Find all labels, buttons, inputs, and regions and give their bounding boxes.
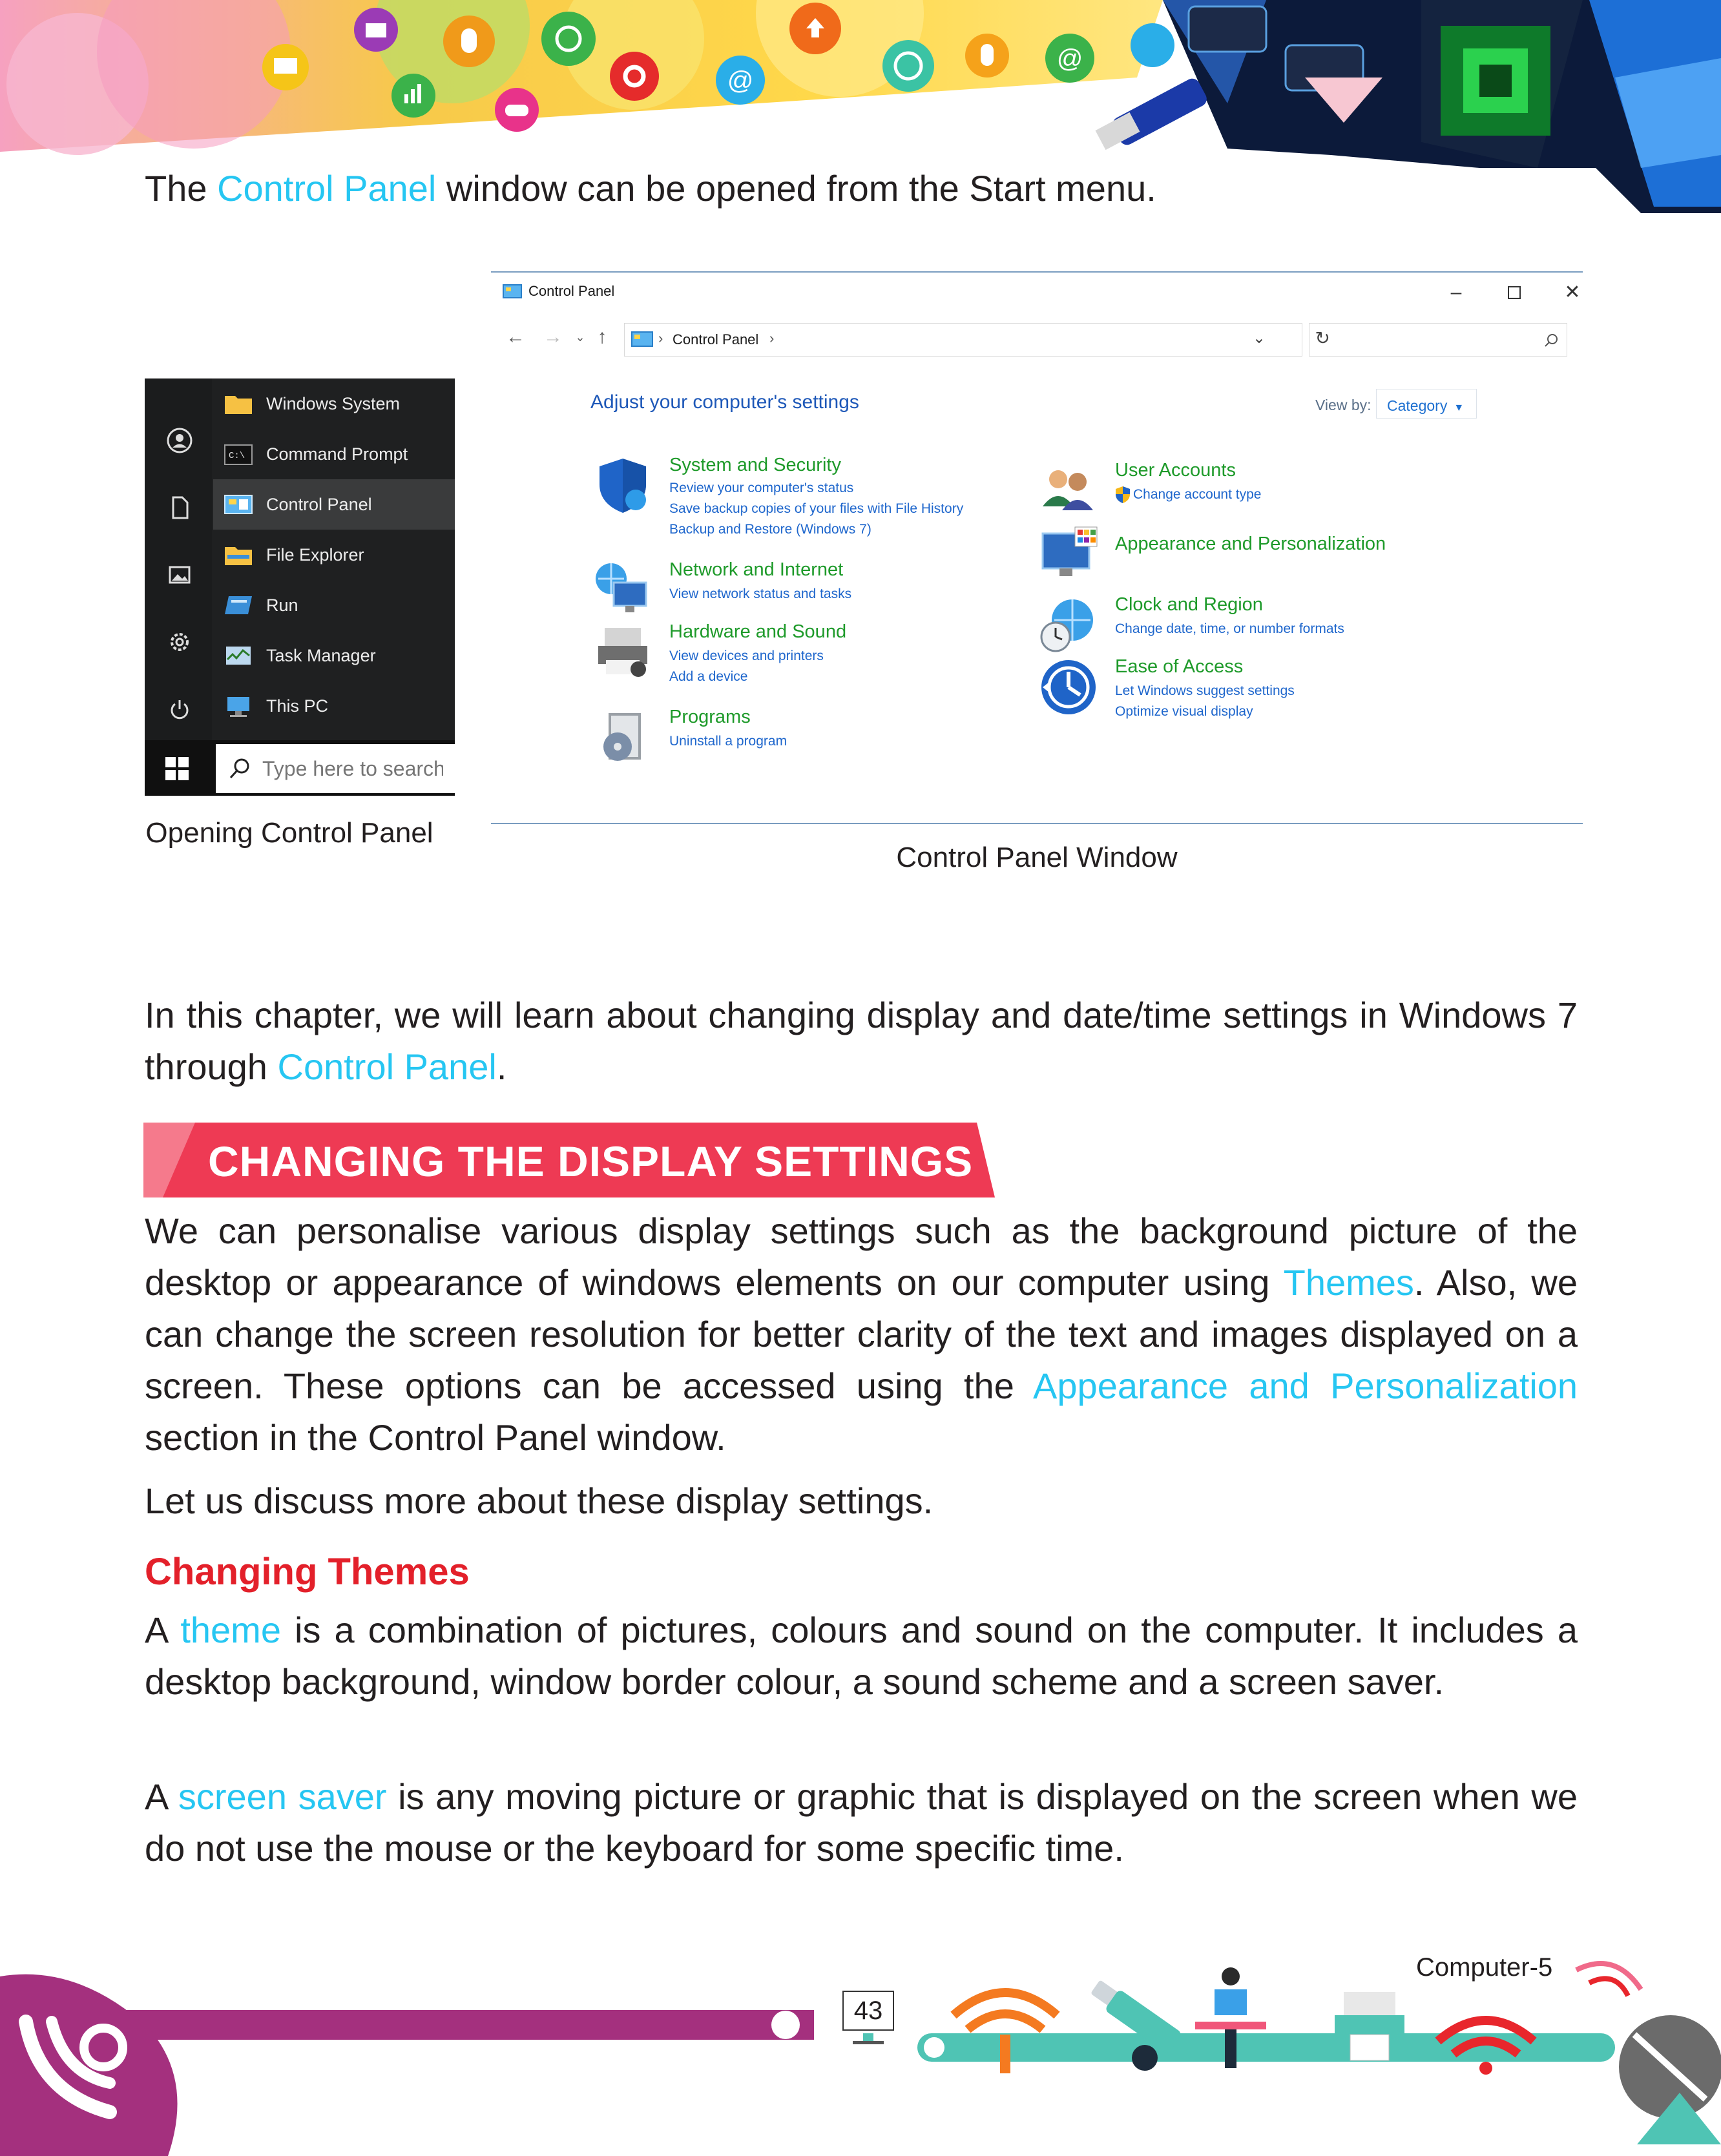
theme-paragraph (145, 1604, 1578, 1708)
intro-highlight: Control Panel (217, 168, 437, 209)
chapter-text-end: . (496, 1046, 507, 1087)
category-title[interactable]: System and Security (669, 455, 841, 475)
menu-label: Task Manager (266, 645, 376, 665)
window-title: Control Panel (528, 283, 615, 299)
forward-arrow-icon[interactable]: → (543, 326, 563, 347)
usb-drive-icon (1096, 76, 1209, 150)
at-sign-icon (716, 56, 765, 105)
refresh-icon[interactable]: ↻ (1315, 328, 1330, 348)
command-prompt-icon (224, 441, 253, 467)
highlight-themes: Themes (1283, 1262, 1414, 1303)
programs-disc-icon (592, 707, 654, 769)
view-by-select[interactable] (1376, 389, 1477, 419)
breadcrumb-chevron-icon[interactable]: › (769, 330, 775, 346)
paragraph-text: A (145, 1776, 178, 1817)
paragraph-text: . Also, we can change the screen resolution for better clarity of the text and images displayed on a screen. These options can be accessed using the (145, 1262, 1578, 1406)
mouse-icon (965, 34, 1009, 78)
start-menu-caption: Opening Control Panel (145, 817, 433, 849)
discuss-paragraph: Let us discuss more about these display settings. (145, 1480, 934, 1521)
search-icon (1543, 333, 1559, 348)
windows-start-icon[interactable] (164, 756, 190, 782)
search-input[interactable] (262, 757, 443, 781)
folder-icon (354, 8, 398, 52)
view-by-value: Category (1387, 397, 1448, 414)
control-panel-icon (631, 331, 653, 348)
highlight-theme: theme (180, 1610, 281, 1650)
subheading-changing-themes: Changing Themes (145, 1551, 470, 1593)
pictures-icon[interactable] (167, 562, 193, 588)
category-link[interactable]: Add a device (669, 669, 748, 684)
menu-item-windows-system[interactable] (213, 378, 455, 429)
maximize-button[interactable] (1495, 278, 1534, 307)
highlight-screen-saver: screen saver (178, 1776, 387, 1817)
section-banner (143, 1123, 995, 1197)
printer-speaker-icon (592, 621, 654, 683)
address-dropdown-icon[interactable]: ⌄ (1252, 329, 1266, 347)
category-link[interactable]: Change account type (1133, 487, 1262, 502)
svg-text:C:\: C:\ (229, 451, 245, 461)
section-title: CHANGING THE DISPLAY SETTINGS (208, 1137, 974, 1185)
category-link[interactable]: View devices and printers (669, 648, 824, 663)
window-titlebar (491, 273, 1583, 313)
page-number: 43 (842, 1991, 894, 2031)
menu-label: Control Panel (266, 494, 372, 514)
menu-item-this-pc[interactable] (213, 681, 455, 731)
settings-gear-icon[interactable] (167, 629, 193, 655)
category-title[interactable]: Ease of Access (1115, 656, 1244, 677)
power-icon[interactable] (167, 696, 193, 722)
monitor-icon (262, 44, 309, 90)
file-explorer-icon (224, 542, 253, 568)
menu-item-command-prompt[interactable] (213, 429, 455, 479)
category-title[interactable]: User Accounts (1115, 460, 1236, 481)
menu-item-task-manager[interactable] (213, 630, 455, 681)
paragraph-text: is a combination of pictures, colours and sound on the computer. It includes a desktop background, window border colour, a sound scheme and a screen saver. (145, 1610, 1578, 1702)
uac-shield-icon (1115, 486, 1131, 504)
document-icon[interactable] (167, 495, 193, 521)
start-menu (145, 378, 455, 796)
ease-of-access-icon (1038, 656, 1100, 718)
paragraph-text: We can personalise various display settings such as the background picture of the desktop or appearance of windows elements on our computer using (145, 1210, 1578, 1303)
user-avatar-icon[interactable] (167, 428, 193, 453)
network-people-icon (541, 12, 596, 66)
menu-label: File Explorer (266, 544, 364, 565)
paragraph-text: section in the Control Panel window. (145, 1417, 726, 1458)
category-link[interactable]: Optimize visual display (1115, 704, 1253, 719)
appearance-monitor-icon (1038, 524, 1100, 586)
control-panel-icon (224, 492, 253, 517)
network-globe-icon (592, 559, 654, 621)
bar-chart-icon (1131, 23, 1174, 67)
svg-text:@: @ (727, 67, 754, 95)
taskbar (145, 740, 455, 796)
at-sign-icon (1045, 34, 1094, 83)
gamepad-icon (495, 88, 539, 132)
category-title[interactable]: Hardware and Sound (669, 621, 847, 642)
shield-icon (592, 455, 654, 517)
book-title: Computer-5 (1416, 1953, 1553, 1982)
control-panel-icon (503, 284, 522, 300)
dropdown-caret-icon: ▼ (1454, 402, 1465, 413)
back-arrow-icon[interactable]: ← (506, 326, 525, 347)
control-panel-window (491, 271, 1583, 824)
user-accounts-icon (1038, 460, 1100, 522)
task-manager-icon (224, 643, 253, 669)
menu-label: Run (266, 595, 298, 615)
mouse-icon (443, 16, 495, 67)
category-link[interactable]: Review your computer's status (669, 481, 854, 495)
address-text[interactable]: Control Panel (673, 331, 759, 347)
screen-saver-paragraph (145, 1771, 1578, 1874)
chart-icon (391, 74, 435, 118)
intro-text: The (145, 168, 218, 209)
minimize-button[interactable]: – (1450, 282, 1462, 303)
paragraph-text: A (145, 1610, 181, 1650)
upload-icon (789, 3, 841, 54)
menu-item-run[interactable] (213, 580, 455, 630)
clock-globe-icon (1038, 594, 1100, 656)
view-by-label: View by: (1315, 397, 1372, 413)
category-title[interactable]: Appearance and Personalization (1115, 534, 1386, 554)
category-link[interactable]: Save backup copies of your files with File History (669, 501, 964, 516)
category-title[interactable]: Network and Internet (669, 559, 844, 580)
highlight-appearance: Appearance and Personalization (1033, 1365, 1578, 1406)
chapter-paragraph (145, 990, 1578, 1093)
menu-item-control-panel[interactable] (213, 479, 455, 530)
gear-icon (610, 52, 659, 101)
category-link[interactable]: Change date, time, or number formats (1115, 621, 1344, 636)
chapter-highlight: Control Panel (277, 1046, 497, 1087)
menu-item-file-explorer[interactable] (213, 530, 455, 580)
computer-icon (224, 693, 253, 719)
svg-text:@: @ (1056, 45, 1083, 73)
close-button[interactable]: ✕ (1564, 282, 1581, 303)
category-link[interactable]: View network status and tasks (669, 586, 852, 601)
taskbar-search[interactable] (216, 744, 455, 793)
category-title[interactable]: Clock and Region (1115, 594, 1263, 615)
search-icon (227, 756, 253, 782)
category-link[interactable]: Let Windows suggest settings (1115, 683, 1295, 698)
control-panel-search[interactable] (1309, 323, 1567, 357)
category-link[interactable]: Uninstall a program (669, 734, 787, 749)
control-panel-caption: Control Panel Window (896, 842, 1178, 873)
category-link[interactable]: Backup and Restore (Windows 7) (669, 522, 871, 537)
run-icon (224, 592, 253, 618)
intro-text-end: window can be opened from the Start menu. (436, 168, 1156, 209)
menu-label: This PC (266, 696, 329, 716)
breadcrumb-chevron-icon: › (658, 330, 663, 346)
globe-icon (882, 40, 934, 92)
recent-dropdown-icon[interactable]: ⌄ (575, 331, 585, 344)
page-heading: Adjust your computer's settings (590, 391, 859, 413)
address-bar-row (491, 315, 1583, 360)
up-arrow-icon[interactable]: ↑ (597, 326, 607, 347)
paragraph-text: is any moving picture or graphic that is displayed on the screen when we do not use the mouse or the keyboard for some specific time. (145, 1776, 1578, 1869)
chapter-text: In this chapter, we will learn about changing display and date/time settings in Windows 7 through (145, 995, 1578, 1087)
start-rail (145, 378, 212, 740)
menu-label: Windows System (266, 393, 401, 413)
category-title[interactable]: Programs (669, 707, 751, 727)
folder-icon (224, 391, 253, 417)
intro-paragraph (145, 163, 1631, 214)
address-bar[interactable] (624, 323, 1330, 357)
display-settings-paragraph (145, 1205, 1578, 1464)
menu-label: Command Prompt (266, 444, 408, 464)
